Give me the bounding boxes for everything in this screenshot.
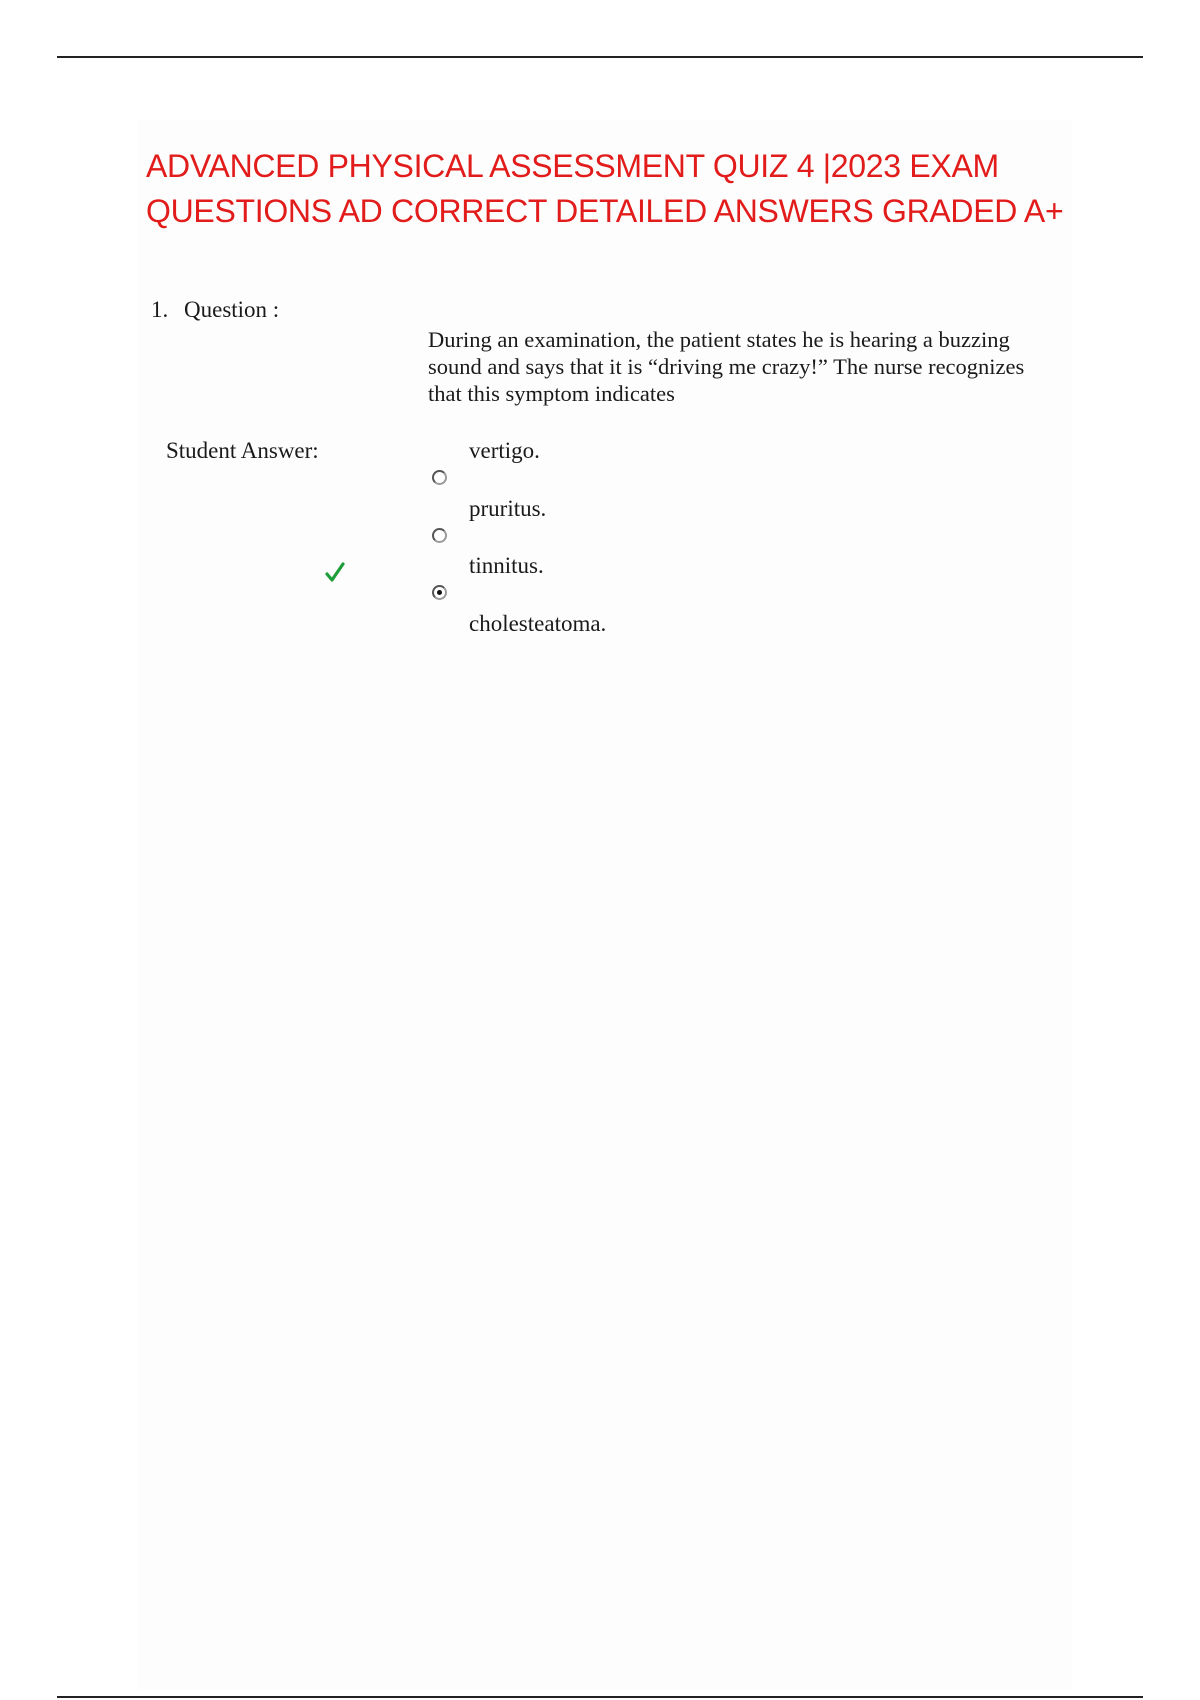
question-number: 1. bbox=[151, 297, 169, 322]
question-text-line: sound and says that it is “driving me crazy!” The nurse recognizes bbox=[428, 354, 1025, 379]
bottom-rule bbox=[57, 1696, 1143, 1698]
question-label: Question : bbox=[184, 297, 280, 322]
document-title-line-2: QUESTIONS AD CORRECT DETAILED ANSWERS GRADED A+ bbox=[146, 193, 1064, 229]
answer-option-text: vertigo. bbox=[469, 438, 540, 463]
check-mark-icon bbox=[325, 561, 345, 583]
question-text bbox=[428, 326, 1078, 407]
answer-option-text: cholesteatoma. bbox=[469, 611, 607, 636]
answer-option-radio-selected[interactable] bbox=[432, 585, 447, 600]
document-title bbox=[146, 144, 1064, 234]
question-text-line: During an examination, the patient states he is hearing a buzzing bbox=[428, 327, 1010, 352]
top-rule bbox=[57, 56, 1143, 58]
answer-option-text: pruritus. bbox=[469, 496, 547, 521]
question-text-line: that this symptom indicates bbox=[428, 381, 675, 406]
answer-option-text: tinnitus. bbox=[469, 553, 544, 578]
student-answer-label: Student Answer: bbox=[166, 438, 319, 463]
answer-option-radio[interactable] bbox=[432, 470, 447, 485]
document-title-line-1: ADVANCED PHYSICAL ASSESSMENT QUIZ 4 |2023 EXAM bbox=[146, 148, 999, 184]
answer-option-radio[interactable] bbox=[432, 528, 447, 543]
